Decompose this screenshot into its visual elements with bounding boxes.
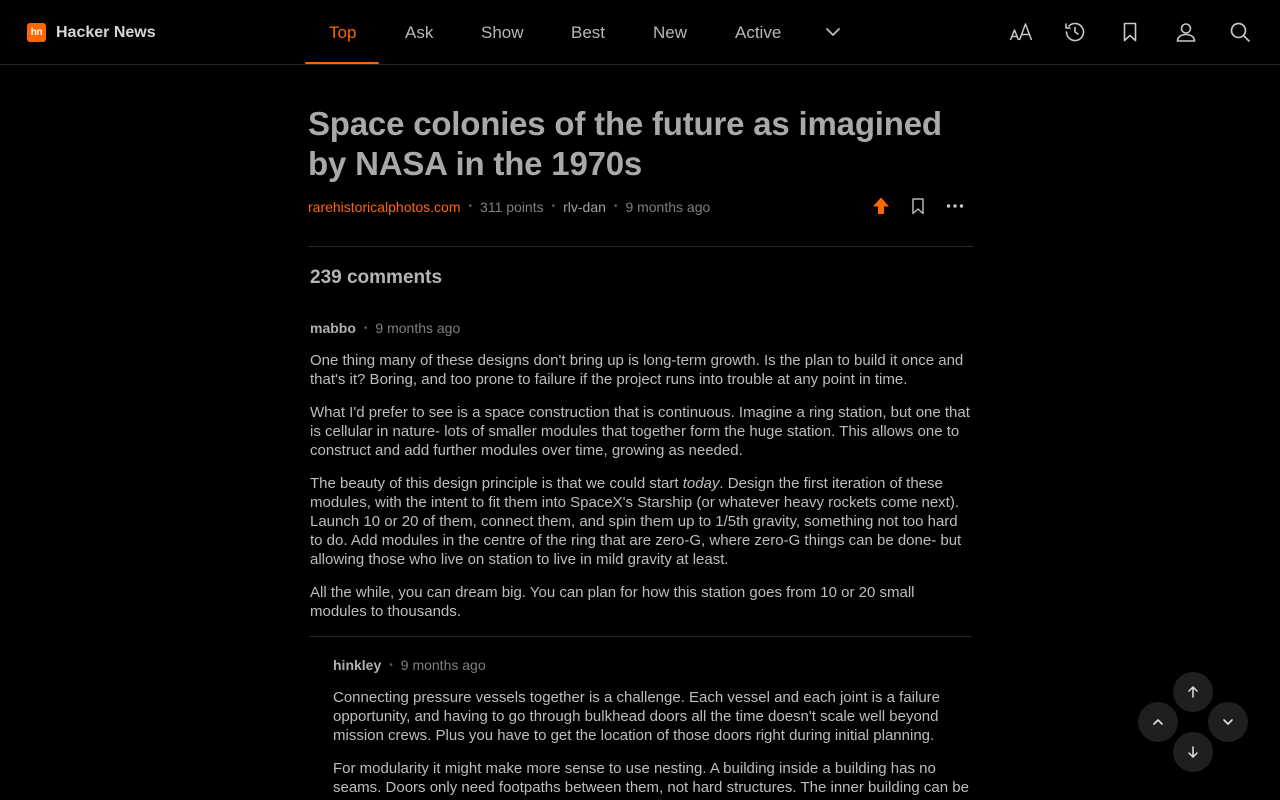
top-bar — [0, 0, 1280, 65]
arrow-up-icon — [1185, 684, 1201, 700]
story-meta — [308, 198, 710, 216]
comment-time: 9 months ago — [400, 657, 486, 673]
separator-dot: • — [363, 322, 368, 334]
tab-top[interactable]: Top — [329, 23, 357, 42]
divider — [308, 246, 973, 247]
story-title[interactable]: Space colonies of the future as imagined by NASA in the 1970s — [308, 105, 942, 182]
comment-emphasis: today — [682, 475, 720, 492]
tab-best[interactable]: Best — [571, 23, 606, 42]
chevron-up-icon — [1150, 714, 1166, 730]
comment-header — [333, 656, 973, 674]
tab-new[interactable]: New — [653, 23, 688, 42]
more-options-icon[interactable] — [943, 194, 967, 218]
bookmark-story-icon[interactable] — [906, 194, 930, 218]
bookmarks-icon[interactable] — [1118, 20, 1142, 44]
previous-comment-button[interactable] — [1138, 702, 1178, 742]
scroll-to-top-button[interactable] — [1173, 672, 1213, 712]
history-icon[interactable] — [1063, 20, 1087, 44]
active-tab-indicator — [305, 62, 379, 64]
upvote-icon[interactable] — [869, 194, 893, 218]
comments-count: 239 comments — [310, 267, 443, 288]
separator-dot: • — [551, 201, 556, 212]
comment-text: . Design the first iteration of these modules, with the intent to fit them into SpaceX's Starship (or whatever heavy rockets come next). Launch 10 or 20 of them, connect them, and spin them up to 1/5th gravity, something not too hard to do. Add modules in the centre of the ring that are zero-G, where zero-G things can be done- but allowing those who live on station to live in mild gravity at least. — [310, 475, 962, 568]
brand[interactable] — [27, 23, 156, 42]
user-icon[interactable] — [1174, 20, 1198, 44]
hn-logo: hn — [27, 23, 46, 42]
scroll-to-bottom-button[interactable] — [1173, 732, 1213, 772]
comment-paragraph: For modularity it might make more sense to use nesting. A building inside a building has no seams. Doors only need footpaths between them, not hard structures. The inner building can be — [333, 760, 969, 796]
comment-author[interactable]: hinkley — [333, 657, 382, 673]
more-tabs-chevron-down-icon[interactable] — [821, 20, 845, 44]
story-domain[interactable]: rarehistoricalphotos.com — [308, 199, 461, 215]
story-author[interactable]: rlv-dan — [563, 199, 606, 215]
comment-paragraph: All the while, you can dream big. You can plan for how this station goes from 10 or 20 small modules to thousands. — [310, 584, 915, 620]
comment-header — [310, 319, 972, 337]
arrow-down-icon — [1185, 744, 1201, 760]
comment-divider — [310, 636, 972, 637]
comment-paragraph — [310, 474, 972, 569]
comment-paragraph: Connecting pressure vessels together is a challenge. Each vessel and each joint is a failure opportunity, and having to go through bulkhead doors all the time doesn't scale well beyond mission crews. Plus you have to get the location of those doors right during initial planning. — [333, 689, 941, 744]
separator-dot: • — [468, 201, 473, 212]
app-name: Hacker News — [56, 23, 156, 41]
next-comment-button[interactable] — [1208, 702, 1248, 742]
comment-text: The beauty of this design principle is that we could start — [310, 475, 683, 492]
comment-author[interactable]: mabbo — [310, 320, 356, 336]
comment-paragraph: One thing many of these designs don't bring up is long-term growth. Is the plan to build it once and that's it? Boring, and too prone to failure if the project runs into trouble at any point in time. — [310, 352, 964, 388]
tab-ask[interactable]: Ask — [405, 23, 434, 42]
chevron-down-icon — [1220, 714, 1236, 730]
comment-body — [333, 688, 973, 797]
tab-show[interactable]: Show — [481, 23, 524, 42]
separator-dot: • — [389, 659, 393, 671]
comment-body — [310, 351, 972, 621]
comment-paragraph: What I'd prefer to see is a space construction that is continuous. Imagine a ring station, but one that is cellular in nature- lots of smaller modules that together form the huge station. This allows one to construct and add further modules over time, growing as needed. — [310, 404, 970, 459]
comment-time: 9 months ago — [375, 320, 461, 336]
search-icon[interactable] — [1228, 20, 1252, 44]
text-size-icon[interactable] — [1009, 20, 1033, 44]
separator-dot: • — [613, 201, 618, 212]
tab-active[interactable]: Active — [735, 23, 782, 42]
comment-reply — [333, 656, 973, 797]
story-time: 9 months ago — [625, 199, 711, 215]
comment — [310, 319, 972, 621]
story-points: 311 points — [480, 199, 544, 215]
